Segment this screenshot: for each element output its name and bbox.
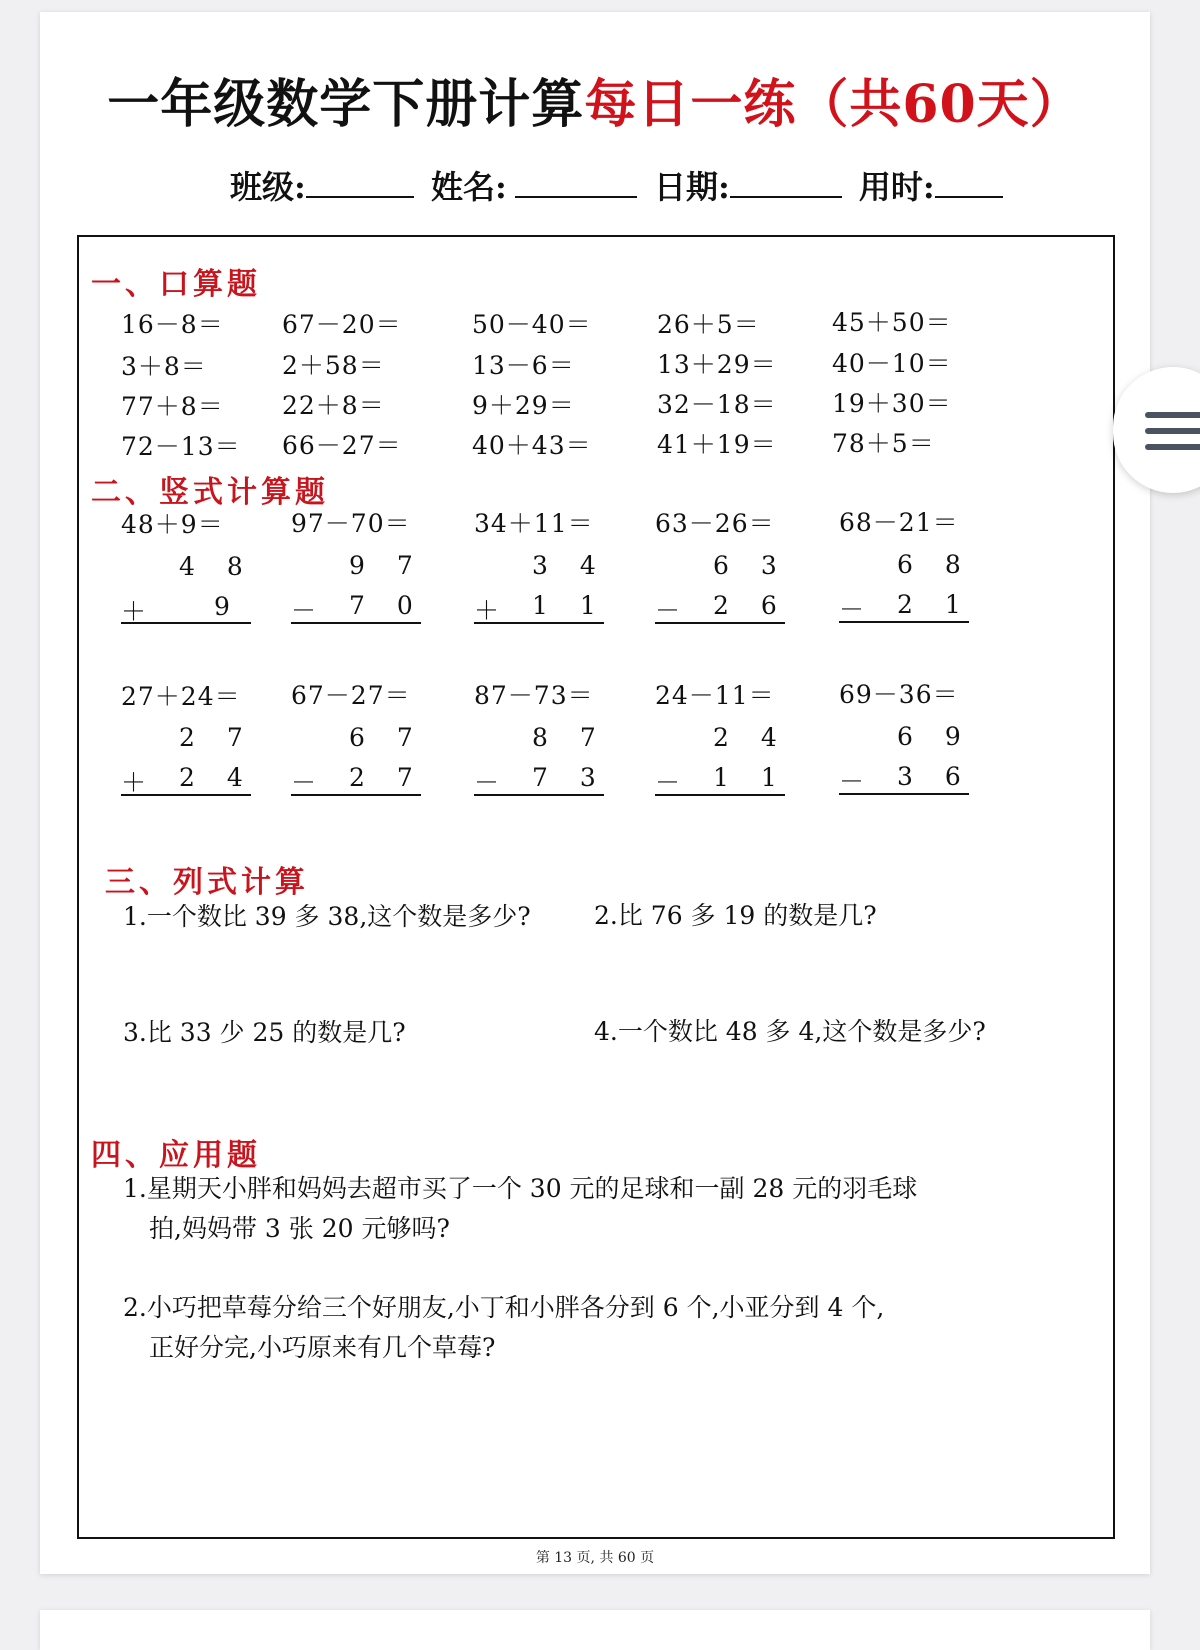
oral-problem: 40＋43＝ <box>472 431 592 460</box>
vertical-top-number: 9 7 <box>349 551 425 580</box>
vertical-equation: 67－27＝ <box>291 681 411 710</box>
vertical-bottom-number: 7 3 <box>532 763 608 792</box>
oral-problem: 32－18＝ <box>657 390 777 419</box>
oral-problem: 13＋29＝ <box>657 350 777 379</box>
time-blank[interactable] <box>935 168 1003 198</box>
vertical-top-number: 6 8 <box>897 550 973 579</box>
vertical-operator: － <box>839 595 865 624</box>
expression-question-4: 4.一个数比 48 多 4,这个数是多少? <box>594 1017 986 1046</box>
worksheet-page <box>40 12 1150 1574</box>
section-heading-expression: 三、列式计算 <box>105 865 309 900</box>
oral-problem: 78＋5＝ <box>832 429 935 458</box>
oral-problem: 50－40＝ <box>472 310 592 339</box>
vertical-bottom-number: 2 7 <box>349 763 425 792</box>
vertical-answer-line <box>839 621 969 623</box>
vertical-operator: ＋ <box>474 596 500 625</box>
vertical-top-number: 6 7 <box>349 723 425 752</box>
vertical-answer-line <box>291 794 421 796</box>
class-label: 班级: <box>230 168 306 206</box>
vertical-equation: 68－21＝ <box>839 508 959 537</box>
vertical-top-number: 6 3 <box>713 551 789 580</box>
vertical-top-number: 3 4 <box>532 551 608 580</box>
oral-problem: 13－6＝ <box>472 351 575 380</box>
vertical-operator: － <box>655 768 681 797</box>
name-blank[interactable] <box>515 168 637 198</box>
vertical-bottom-number: 3 6 <box>897 762 973 791</box>
vertical-top-number: 6 9 <box>897 722 973 751</box>
vertical-equation: 69－36＝ <box>839 680 959 709</box>
vertical-answer-line <box>121 794 251 796</box>
vertical-answer-line <box>474 794 604 796</box>
vertical-top-number: 8 7 <box>532 723 608 752</box>
student-info-line <box>230 162 1009 208</box>
vertical-operator: － <box>291 768 317 797</box>
vertical-equation: 48＋9＝ <box>121 510 224 539</box>
page-footer: 第 13 页, 共 60 页 <box>535 1550 655 1566</box>
expression-question-2: 2.比 76 多 19 的数是几? <box>594 901 877 930</box>
vertical-equation: 24－11＝ <box>655 681 775 710</box>
section-heading-oral: 一、口算题 <box>91 267 261 302</box>
vertical-equation: 34＋11＝ <box>474 509 594 538</box>
word-problem-2-line-2: 正好分完,小巧原来有几个草莓? <box>149 1333 496 1362</box>
vertical-answer-line <box>839 793 969 795</box>
oral-problem: 41＋19＝ <box>657 430 777 459</box>
next-page-edge <box>40 1610 1150 1650</box>
oral-problem: 77＋8＝ <box>121 392 224 421</box>
vertical-answer-line <box>474 622 604 624</box>
oral-problem: 3＋8＝ <box>121 352 207 381</box>
date-blank[interactable] <box>730 168 842 198</box>
oral-problem: 26＋5＝ <box>657 310 760 339</box>
vertical-answer-line <box>121 622 251 624</box>
exercise-box <box>77 235 1115 1539</box>
vertical-answer-line <box>655 622 785 624</box>
vertical-bottom-number: 2 6 <box>713 591 789 620</box>
oral-problem: 45＋50＝ <box>832 308 952 337</box>
vertical-equation: 87－73＝ <box>474 681 594 710</box>
vertical-answer-line <box>655 794 785 796</box>
section-heading-word-problems: 四、应用题 <box>91 1138 261 1173</box>
vertical-equation: 27＋24＝ <box>121 682 241 711</box>
oral-problem: 72－13＝ <box>121 432 241 461</box>
hamburger-menu-icon <box>1145 412 1200 452</box>
vertical-operator: － <box>474 768 500 797</box>
name-label: 姓名: <box>430 168 507 206</box>
word-problem-1-line-1: 1.星期天小胖和妈妈去超市买了一个 30 元的足球和一副 28 元的羽毛球 <box>123 1174 918 1203</box>
oral-problem: 16－8＝ <box>121 310 224 339</box>
vertical-bottom-number: 9 <box>214 592 242 621</box>
title-red-part: 每日一练（共60天） <box>584 74 1083 135</box>
vertical-operator: ＋ <box>121 768 147 797</box>
vertical-bottom-number: 2 4 <box>179 763 255 792</box>
vertical-operator: － <box>839 767 865 796</box>
vertical-bottom-number: 1 1 <box>713 763 789 792</box>
oral-problem: 66－27＝ <box>282 431 402 460</box>
vertical-top-number: 4 8 <box>179 552 255 581</box>
page-title <box>40 62 1150 137</box>
oral-problem: 2＋58＝ <box>282 351 385 380</box>
oral-problem: 19＋30＝ <box>832 389 952 418</box>
vertical-top-number: 2 7 <box>179 723 255 752</box>
vertical-bottom-number: 1 1 <box>532 591 608 620</box>
expression-question-3: 3.比 33 少 25 的数是几? <box>123 1018 406 1047</box>
oral-problem: 9＋29＝ <box>472 391 575 420</box>
word-problem-1-line-2: 拍,妈妈带 3 张 20 元够吗? <box>149 1214 450 1243</box>
class-blank[interactable] <box>306 168 414 198</box>
date-label: 日期: <box>653 168 730 206</box>
time-label: 用时: <box>858 168 935 206</box>
vertical-operator: － <box>655 596 681 625</box>
oral-problem: 22＋8＝ <box>282 391 385 420</box>
vertical-operator: ＋ <box>121 597 147 626</box>
section-heading-vertical: 二、竖式计算题 <box>91 475 329 510</box>
vertical-equation: 63－26＝ <box>655 509 775 538</box>
vertical-top-number: 2 4 <box>713 723 789 752</box>
expression-question-1: 1.一个数比 39 多 38,这个数是多少? <box>123 902 531 931</box>
vertical-bottom-number: 7 0 <box>349 591 425 620</box>
vertical-operator: － <box>291 596 317 625</box>
oral-problem: 40－10＝ <box>832 349 952 378</box>
word-problem-2-line-1: 2.小巧把草莓分给三个好朋友,小丁和小胖各分到 6 个,小亚分到 4 个, <box>123 1293 885 1322</box>
vertical-bottom-number: 2 1 <box>897 590 973 619</box>
vertical-equation: 97－70＝ <box>291 509 411 538</box>
oral-problem: 67－20＝ <box>282 310 402 339</box>
title-black-part: 一年级数学下册计算 <box>107 74 585 135</box>
vertical-answer-line <box>291 622 421 624</box>
